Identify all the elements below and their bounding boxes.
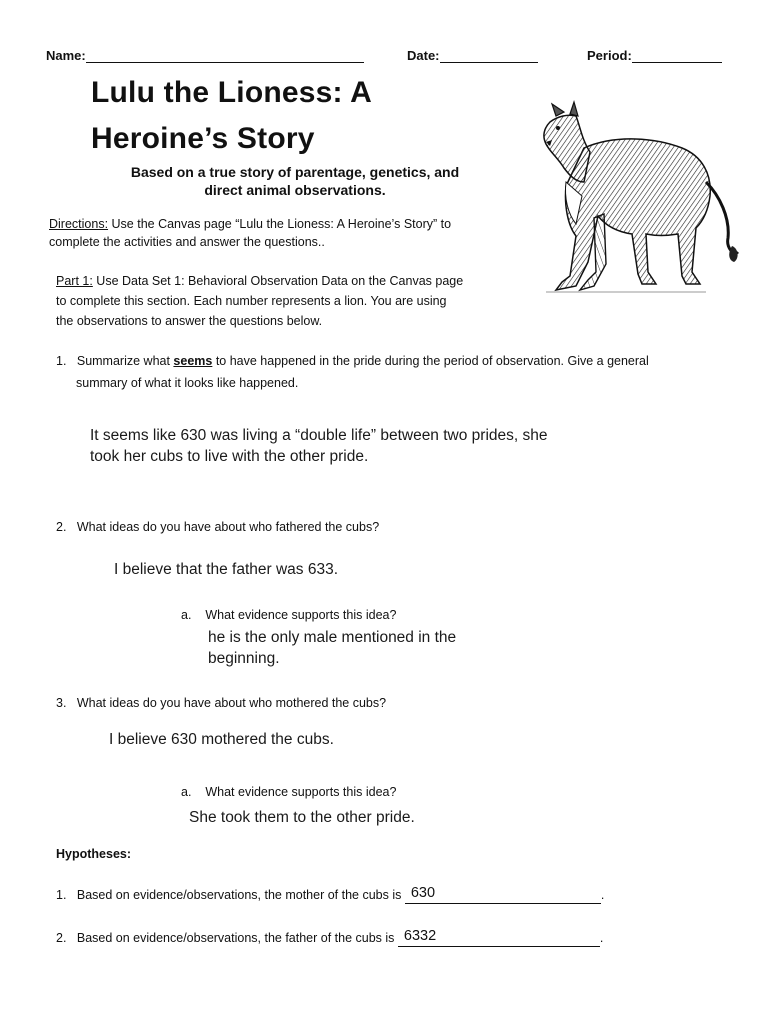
part1-line-1: Use Data Set 1: Behavioral Observation Data on the Canvas page <box>92 274 464 288</box>
q2a-answer-line-2: beginning. <box>208 650 280 667</box>
h2-number: 2. <box>56 931 67 945</box>
q2-answer[interactable]: I believe that the father was 633. <box>114 561 339 578</box>
hypotheses-heading: Hypotheses: <box>56 847 132 861</box>
question-1 <box>56 350 736 394</box>
q1-text-pre: Summarize what <box>76 354 174 368</box>
q1-text-post: to have happened in the pride during the period of observation. Give a general <box>212 354 649 368</box>
h1-number: 1. <box>56 888 67 902</box>
period-field[interactable] <box>587 48 722 63</box>
name-label: Name: <box>46 48 86 63</box>
directions <box>49 215 509 251</box>
q1-emphasis: seems <box>173 354 213 368</box>
part1-label: Part 1: <box>56 274 93 288</box>
q2a-answer-line-1: he is the only male mentioned in the <box>208 629 457 646</box>
h1-period: . <box>600 888 605 902</box>
q3-number: 3. <box>56 696 67 710</box>
directions-label: Directions: <box>49 217 109 231</box>
hypothesis-1 <box>56 886 604 904</box>
h1-answer: 630 <box>410 885 436 901</box>
period-label: Period: <box>587 48 632 63</box>
q1-answer-line-2: took her cubs to live with the other pride. <box>90 448 369 465</box>
q3a-text: What evidence supports this idea? <box>205 785 397 799</box>
part1-line-3: the observations to answer the questions below. <box>56 314 323 328</box>
q1-line-2: summary of what it looks like happened. <box>76 376 299 390</box>
name-field[interactable] <box>46 48 364 63</box>
q3-answer[interactable]: I believe 630 mothered the cubs. <box>109 731 334 748</box>
q2a-answer[interactable] <box>208 627 456 669</box>
date-label: Date: <box>407 48 440 63</box>
q2-text: What ideas do you have about who fathered the cubs? <box>76 520 380 534</box>
q3a-answer[interactable]: She took them to the other pride. <box>189 809 415 826</box>
h1-text: Based on evidence/observations, the mother of the cubs is <box>76 888 405 902</box>
subtitle-line-2: direct animal observations. <box>204 182 386 198</box>
h2-period: . <box>599 931 604 945</box>
part1-instructions <box>56 271 516 331</box>
title-line-2: Heroine’s Story <box>91 122 315 155</box>
h2-answer: 6332 <box>403 928 437 944</box>
lioness-illustration <box>506 86 742 306</box>
q3-text: What ideas do you have about who mothered the cubs? <box>76 696 387 710</box>
q2a-text: What evidence supports this idea? <box>205 608 397 622</box>
h2-text: Based on evidence/observations, the father of the cubs is <box>76 931 398 945</box>
hypothesis-2 <box>56 929 603 947</box>
q1-number: 1. <box>56 354 67 368</box>
part1-line-2: to complete this section. Each number represents a lion. You are using <box>56 294 447 308</box>
question-3 <box>56 694 386 712</box>
q3-sub-question <box>181 783 396 801</box>
subtitle-line-1: Based on a true story of parentage, genetics, and <box>130 164 460 180</box>
h1-answer-blank[interactable] <box>405 887 601 904</box>
q1-answer[interactable] <box>90 425 548 467</box>
directions-line-1: Use the Canvas page “Lulu the Lioness: A Heroine’s Story” to <box>108 217 452 231</box>
q2a-number: a. <box>181 608 192 622</box>
period-blank[interactable] <box>632 48 722 63</box>
lioness-icon <box>506 86 742 306</box>
name-blank[interactable] <box>86 48 364 63</box>
q3a-number: a. <box>181 785 192 799</box>
question-2 <box>56 518 379 536</box>
subtitle <box>100 163 490 199</box>
page-title <box>91 70 372 162</box>
directions-line-2: complete the activities and answer the questions.. <box>49 235 325 249</box>
date-blank[interactable] <box>440 48 538 63</box>
h2-answer-blank[interactable] <box>398 930 600 947</box>
q2-number: 2. <box>56 520 67 534</box>
title-line-1: Lulu the Lioness: A <box>91 76 373 109</box>
q1-answer-line-1: It seems like 630 was living a “double life” between two prides, she <box>90 427 548 444</box>
date-field[interactable] <box>407 48 538 63</box>
q2-sub-question <box>181 606 396 624</box>
